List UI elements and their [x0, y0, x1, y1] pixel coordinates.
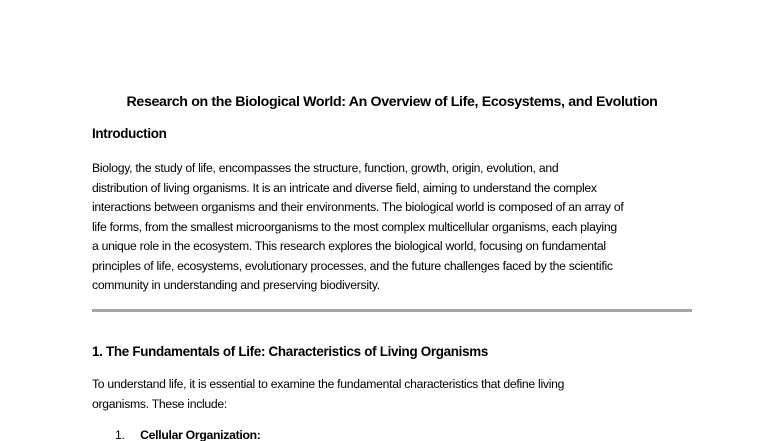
paragraph-line: principles of life, ecosystems, evolutionary processes, and the future challenges faced by the scientific	[92, 258, 613, 273]
paragraph-line: organisms. These include:	[92, 396, 228, 411]
introduction-heading: Introduction	[92, 126, 167, 141]
section-1-heading: 1. The Fundamentals of Life: Characteristics of Living Organisms	[92, 344, 488, 359]
paragraph-line: To understand life, it is essential to examine the fundamental characteristics that define living	[92, 377, 565, 391]
list-item-label: Cellular Organization:	[140, 428, 261, 441]
horizontal-rule	[92, 309, 692, 312]
section-1-paragraph	[92, 375, 712, 414]
list-item	[115, 426, 261, 441]
paragraph-line: interactions between organisms and their environments. The biological world is composed of an array of	[92, 200, 624, 214]
introduction-paragraph	[92, 159, 712, 296]
paragraph-line: Biology, the study of life, encompasses the structure, function, growth, origin, evolution, and	[92, 161, 559, 175]
paragraph-line: distribution of living organisms. It is an intricate and diverse field, aiming to understand the complex	[92, 180, 597, 195]
list-item-number: 1.	[115, 428, 125, 441]
paragraph-line: a unique role in the ecosystem. This research explores the biological world, focusing on fundamental	[92, 239, 606, 253]
paragraph-line: life forms, from the smallest microorganisms to the most complex multicellular organisms, each playing	[92, 219, 617, 234]
document-title: Research on the Biological World: An Overview of Life, Ecosystems, and Evolution	[126, 94, 658, 110]
paragraph-line: community in understanding and preserving biodiversity.	[92, 278, 380, 292]
